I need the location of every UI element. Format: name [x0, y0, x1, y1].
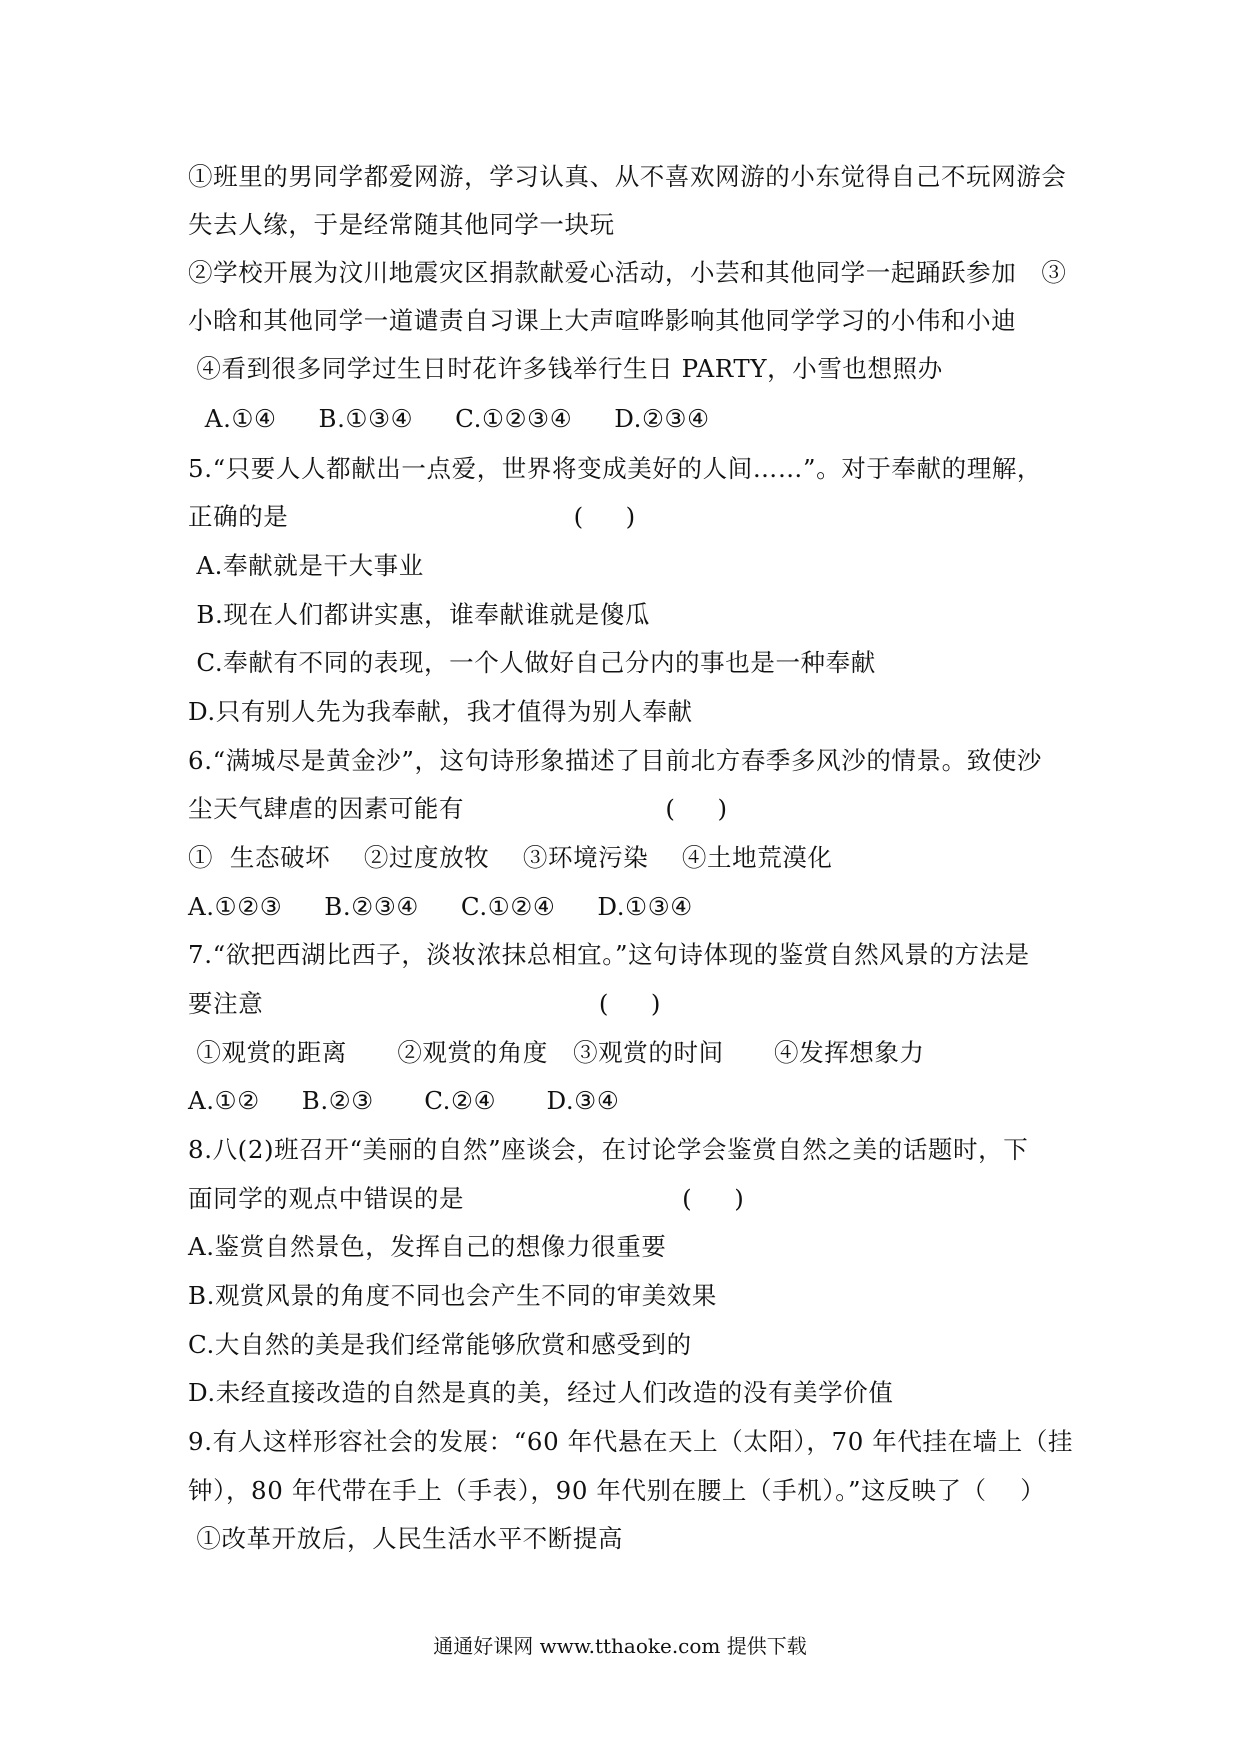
question-5: 5.“只要人人都献出一点爱，世界将变成美好的人间……”。对于奉献的理解，: [188, 454, 1043, 483]
option-a: A.鉴赏自然景色，发挥自己的想像力很重要: [188, 1232, 667, 1261]
text-line: 钟），80 年代带在手上（手表），90 年代别在腰上（手机）。”这反映了（ ）: [188, 1476, 1046, 1505]
option-c: C.奉献有不同的表现，一个人做好自己分内的事也是一种奉献: [188, 648, 876, 677]
question-7: 7.“欲把西湖比西子，淡妆浓抹总相宜。”这句诗体现的鉴赏自然风景的方法是: [188, 940, 1030, 969]
option-b: B.观赏风景的角度不同也会产生不同的审美效果: [188, 1281, 717, 1310]
text-line: 失去人缘，于是经常随其他同学一块玩: [188, 210, 615, 239]
text-line: 要注意 ( ): [188, 989, 662, 1018]
text-line: ②学校开展为汶川地震灾区捐款献爱心活动，小芸和其他同学一起踊跃参加 ③: [188, 258, 1067, 287]
text-line: ① 生态破坏 ②过度放牧 ③环境污染 ④土地荒漠化: [188, 843, 833, 872]
question-6: 6.“满城尽是黄金沙”，这句诗形象描述了目前北方春季多风沙的情景。致使沙: [188, 746, 1043, 775]
answer-options: A.①② B.②③ C.②④ D.③④: [188, 1086, 620, 1115]
text-line: ④看到很多同学过生日时花许多钱举行生日 PARTY，小雪也想照办: [188, 354, 943, 383]
text-line: ①观赏的距离 ②观赏的角度 ③观赏的时间 ④发挥想象力: [188, 1038, 925, 1067]
page-footer: 通通好课网 www.tthaoke.com 提供下载: [433, 1634, 807, 1658]
question-9: 9.有人这样形容社会的发展：“60 年代悬在天上（太阳），70 年代挂在墙上（挂: [188, 1427, 1074, 1456]
text-line: 面同学的观点中错误的是 ( ): [188, 1184, 745, 1213]
text-line: 尘天气肆虐的因素可能有 ( ): [188, 794, 728, 823]
text-line: 正确的是 ( ): [188, 502, 636, 531]
question-8: 8.八(2)班召开“美丽的自然”座谈会，在讨论学会鉴赏自然之美的话题时，下: [188, 1135, 1029, 1164]
answer-options: A.①④ B.①③④ C.①②③④ D.②③④: [188, 404, 710, 433]
text-line: 小晗和其他同学一道谴责自习课上大声喧哗影响其他同学学习的小伟和小迪: [188, 306, 1017, 335]
answer-options: A.①②③ B.②③④ C.①②④ D.①③④: [188, 892, 693, 921]
option-d: D.只有别人先为我奉献，我才值得为别人奉献: [188, 697, 693, 726]
text-line: ①班里的男同学都爱网游，学习认真、从不喜欢网游的小东觉得自己不玩网游会: [188, 162, 1067, 191]
option-a: A.奉献就是干大事业: [188, 551, 424, 580]
option-b: B.现在人们都讲实惠，谁奉献谁就是傻瓜: [188, 600, 651, 629]
option-d: D.未经直接改造的自然是真的美，经过人们改造的没有美学价值: [188, 1378, 894, 1407]
option-c: C.大自然的美是我们经常能够欣赏和感受到的: [188, 1330, 692, 1359]
text-line: ①改革开放后，人民生活水平不断提高: [188, 1524, 624, 1553]
